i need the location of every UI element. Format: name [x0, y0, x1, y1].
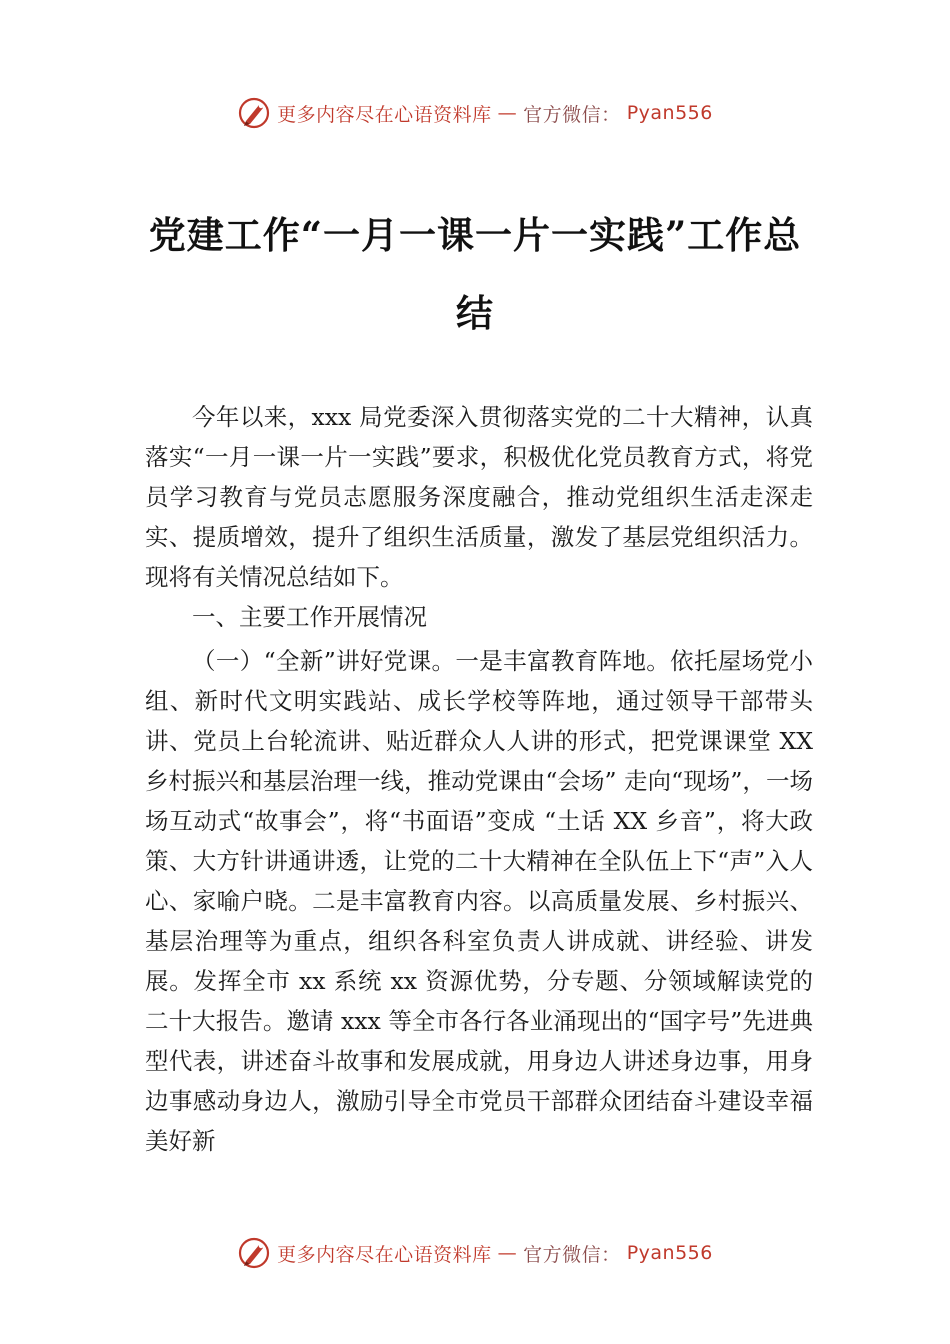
watermark-dash: —	[497, 102, 518, 124]
pen-logo-icon	[237, 96, 271, 130]
title-line-1: 党建工作“一月一课一片一实践”工作总	[148, 213, 802, 257]
watermark-site-name: 更多内容尽在心语资料库	[277, 103, 492, 126]
document-title	[145, 196, 805, 352]
watermark-site-name: 更多内容尽在心语资料库	[277, 1243, 492, 1266]
watermark-label: 官方微信：	[523, 103, 621, 126]
watermark-wechat-id: Pyan556	[626, 1242, 713, 1264]
watermark-header	[0, 93, 950, 133]
subsection-paragraph: （一）“全新”讲好党课。一是丰富教育阵地。依托屋场党小组、新时代文明实践站、成长学校等阵地，通过领导干部带头讲、党员上台轮流讲、贴近群众人人讲的形式，把党课课堂 XX 乡村振兴和基层治理一线，推动党课由“会场” 走向“现场”，一场场互动式“故事会”，将“书面语”变成 “土话 XX 乡音”，将大政策、大方针讲通讲透，让党的二十大精神在全队伍上下“声”入人心、家喻户晓。二是丰富教育内容。以高质量发展、乡村振兴、基层治理等为重点，组织各科室负责人讲成就、讲经验、讲发展。发挥全市 xx 系统 xx 资源优势，分专题、分领域解读党的二十大报告。邀请 xxx 等全市各行各业涌现出的“国字号”先进典型代表，讲述奋斗故事和发展成就，用身边人讲述身边事，用身边事感动身边人，激励引导全市党员干部群众团结奋斗建设幸福美好新	[145, 647, 813, 1155]
watermark-footer	[0, 1233, 950, 1273]
watermark-dash: —	[497, 1242, 518, 1264]
document-body	[145, 397, 813, 1161]
intro-paragraph: 今年以来，xxx 局党委深入贯彻落实党的二十大精神，认真落实“一月一课一片一实践”要求，积极优化党员教育方式，将党员学习教育与党员志愿服务深度融合，推动党组织生活走深走实、提质增效，提升了组织生活质量，激发了基层党组织活力。现将有关情况总结如下。	[145, 403, 813, 591]
pen-logo-icon	[237, 1236, 271, 1270]
section-heading: 一、主要工作开展情况	[192, 603, 427, 631]
watermark-wechat-id: Pyan556	[626, 102, 713, 124]
watermark-label: 官方微信：	[523, 1243, 621, 1266]
title-line-2: 结	[456, 291, 494, 335]
